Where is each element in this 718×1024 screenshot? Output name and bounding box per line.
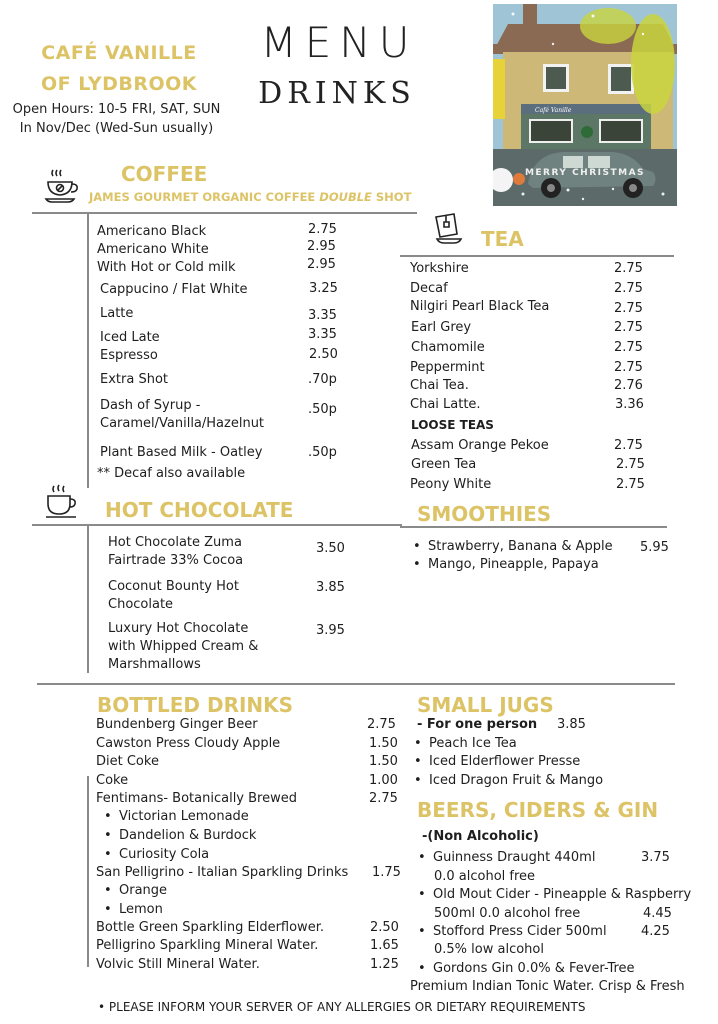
menu-item-name: • Guinness Draught 440ml	[433, 849, 595, 866]
menu-item-name: Coconut Bounty Hot	[108, 579, 239, 594]
hot-chocolate-vrule	[87, 525, 89, 673]
tea-rule-stub	[400, 212, 416, 214]
menu-item-name: Decaf	[410, 281, 448, 296]
cafe-name-line1: CAFÉ VANILLE	[41, 42, 197, 64]
menu-item-name-line3: Marshmallows	[108, 657, 201, 672]
opening-hours	[4, 100, 229, 138]
smoothie-item: • Strawberry, Banana & Apple	[428, 538, 613, 555]
smoothies-rule	[400, 526, 667, 528]
menu-item-price: 2.50	[370, 920, 399, 935]
menu-item-name: Latte	[100, 306, 134, 321]
menu-item-price: 4.45	[643, 906, 672, 921]
menu-item-price: 3.95	[316, 623, 345, 638]
menu-item-price: 2.75	[367, 717, 396, 732]
menu-item-price: 2.75	[369, 791, 398, 806]
menu-item-price: 1.65	[370, 938, 399, 953]
menu-item-price: 2.75	[614, 360, 643, 375]
menu-item-name: Luxury Hot Chocolate	[108, 621, 249, 636]
menu-item-name-line2: with Whipped Cream &	[108, 639, 259, 654]
decaf-note: ** Decaf also available	[97, 466, 246, 481]
menu-item-name: Nilgiri Pearl Black Tea	[410, 299, 550, 314]
menu-item-price: 2.75	[614, 320, 643, 335]
menu-item-price: 2.95	[307, 239, 336, 254]
menu-item-name: San Pelligrino - Italian Sparkling Drinks	[96, 865, 349, 880]
coffee-rule	[32, 212, 417, 214]
menu-item-name: Bottle Green Sparkling Elderflower.	[96, 920, 324, 935]
menu-item-price: 2.75	[308, 222, 337, 237]
menu-item-name: Green Tea	[411, 457, 477, 472]
menu-item-price: .70p	[308, 372, 337, 387]
menu-item-name-line2: 0.5% low alcohol	[434, 942, 544, 957]
cafe-name-line2: OF LYDBROOK	[40, 73, 198, 95]
menu-item-name: Pelligrino Sparkling Mineral Water.	[96, 938, 319, 953]
menu-item-name: Assam Orange Pekoe	[411, 438, 549, 453]
small-jug-item: • Peach Ice Tea	[429, 735, 517, 752]
menu-item-price: 3.25	[309, 281, 338, 296]
small-jug-item: • Iced Elderflower Presse	[429, 753, 580, 770]
smoothies-title: SMOOTHIES	[417, 502, 552, 526]
bottled-vrule	[87, 776, 89, 967]
allergy-note	[98, 1000, 585, 1014]
menu-item-name: Plant Based Milk - Oatley	[100, 445, 263, 460]
menu-item-price: 1.25	[370, 957, 399, 972]
cafe-name	[8, 38, 230, 100]
menu-item-price: 2.75	[616, 457, 645, 472]
menu-item-price: 3.36	[615, 397, 644, 412]
smoothie-item: • Mango, Pineapple, Papaya	[428, 556, 599, 573]
menu-item-price: 2.75	[614, 261, 643, 276]
small-jugs-serving: - For one person	[417, 717, 538, 732]
menu-item-price: 1.75	[372, 865, 401, 880]
bottled-subitem: • Orange	[119, 882, 167, 899]
allergy-note-text: PLEASE INFORM YOUR SERVER OF ANY ALLERGIES OR DIETARY REQUIREMENTS	[108, 1000, 586, 1014]
menu-item-name: Chamomile	[411, 340, 485, 355]
menu-item-price: 1.50	[369, 754, 398, 769]
bottled-subitem: • Dandelion & Burdock	[119, 827, 256, 844]
coffee-cup-icon	[44, 168, 80, 212]
menu-item-name: Iced Late	[100, 330, 160, 345]
menu-item-name: Chai Tea.	[410, 378, 469, 393]
coffee-subtitle	[89, 190, 411, 204]
teacup-icon	[432, 211, 468, 251]
hot-mug-icon	[46, 484, 80, 524]
menu-item-name: Peppermint	[410, 360, 485, 375]
menu-item-name: Bundenberg Ginger Beer	[96, 717, 258, 732]
menu-item-price: 2.75	[614, 438, 643, 453]
menu-item-name: Coke	[96, 773, 129, 788]
bottled-subitem: • Victorian Lemonade	[119, 808, 249, 825]
menu-item-price: 1.50	[369, 736, 398, 751]
tea-title: TEA	[481, 227, 524, 251]
menu-item-name: Cawston Press Cloudy Apple	[96, 736, 281, 751]
menu-item-name-line2: 0.0 alcohol free	[434, 869, 536, 884]
hours-line2: In Nov/Dec (Wed-Sun usually)	[19, 121, 214, 136]
small-jugs-title: SMALL JUGS	[417, 693, 554, 717]
menu-item-price: 2.95	[307, 257, 336, 272]
beers-subtitle: -(Non Alcoholic)	[422, 829, 539, 844]
menu-item-price: 3.35	[308, 308, 337, 323]
section-divider	[37, 683, 675, 685]
svg-text:Café Vanille: Café Vanille	[535, 107, 572, 114]
menu-item-price: 2.75	[616, 477, 645, 492]
menu-item-name-line2: Premium Indian Tonic Water. Crisp & Fresh	[410, 979, 685, 994]
menu-item-price: 5.95	[640, 540, 669, 555]
menu-item-name-line2: Caramel/Vanilla/Hazelnut	[100, 416, 265, 431]
menu-item-name: • Old Mout Cider - Pineapple & Raspberry	[433, 886, 691, 903]
coffee-subtitle-pre: JAMES GOURMET ORGANIC COFFEE	[89, 190, 320, 204]
menu-item-price: .50p	[308, 402, 337, 417]
menu-item-name: Extra Shot	[100, 372, 168, 387]
menu-item-name: With Hot or Cold milk	[97, 260, 236, 275]
menu-item-price: 3.35	[308, 327, 337, 342]
hours-line1: Open Hours: 10-5 FRI, SAT, SUN	[12, 102, 221, 117]
menu-item-name: Dash of Syrup -	[100, 398, 201, 413]
menu-item-name: Fentimans- Botanically Brewed	[96, 791, 297, 806]
menu-item-price: 2.50	[309, 347, 338, 362]
menu-item-name-line2: Chocolate	[108, 597, 174, 612]
menu-item-price: 2.75	[614, 340, 643, 355]
menu-item-price: 4.25	[641, 924, 670, 939]
menu-item-name: Americano Black	[97, 224, 207, 239]
hot-chocolate-title: HOT CHOCOLATE	[105, 498, 294, 522]
menu-item-price: 3.50	[316, 541, 345, 556]
tea-rule	[400, 255, 674, 257]
menu-item-name-line2: 500ml 0.0 alcohol free	[434, 906, 581, 921]
loose-teas-heading: LOOSE TEAS	[411, 418, 494, 432]
menu-item-name: Diet Coke	[96, 754, 159, 769]
menu-item-name: Peony White	[410, 477, 492, 492]
menu-item-name: Volvic Still Mineral Water.	[96, 957, 260, 972]
menu-item-name: Yorkshire	[410, 261, 469, 276]
menu-item-name: • Gordons Gin 0.0% & Fever-Tree	[433, 960, 635, 977]
menu-item-name: Americano White	[97, 242, 209, 257]
menu-item-name: Cappucino / Flat White	[100, 282, 248, 297]
drinks-title: DRINKS	[258, 76, 416, 111]
menu-item-price: 2.76	[614, 378, 643, 393]
bottled-subitem: • Lemon	[119, 901, 163, 918]
menu-item-name: Chai Latte.	[410, 397, 481, 412]
menu-item-price: .50p	[308, 445, 337, 460]
menu-item-name: Espresso	[100, 348, 158, 363]
bullet-icon: •	[98, 1000, 109, 1014]
menu-item-price: 3.85	[316, 580, 345, 595]
svg-text:MERRY CHRISTMAS: MERRY CHRISTMAS	[524, 168, 646, 178]
menu-item-name: • Stofford Press Cider 500ml	[433, 923, 607, 940]
menu-item-name: Hot Chocolate Zuma	[108, 535, 242, 550]
menu-title: MENU	[260, 18, 418, 67]
menu-item-name-line2: Fairtrade 33% Cocoa	[108, 553, 244, 568]
small-jugs-price: 3.85	[557, 717, 586, 732]
menu-item-price: 3.75	[641, 850, 670, 865]
coffee-title: COFFEE	[121, 162, 208, 186]
beers-title: BEERS, CIDERS & GIN	[417, 798, 659, 822]
cafe-photo	[493, 4, 677, 206]
coffee-subtitle-em: DOUBLE	[319, 190, 372, 204]
menu-item-name: Earl Grey	[411, 320, 472, 335]
menu-item-price: 1.00	[369, 773, 398, 788]
coffee-subtitle-post: SHOT	[371, 190, 412, 204]
bottled-drinks-title: BOTTLED DRINKS	[97, 693, 294, 717]
bottled-subitem: • Curiosity Cola	[119, 846, 209, 863]
menu-item-price: 2.75	[614, 281, 643, 296]
small-jug-item: • Iced Dragon Fruit & Mango	[429, 772, 603, 789]
menu-item-price: 2.75	[614, 301, 643, 316]
coffee-vrule	[87, 213, 89, 488]
